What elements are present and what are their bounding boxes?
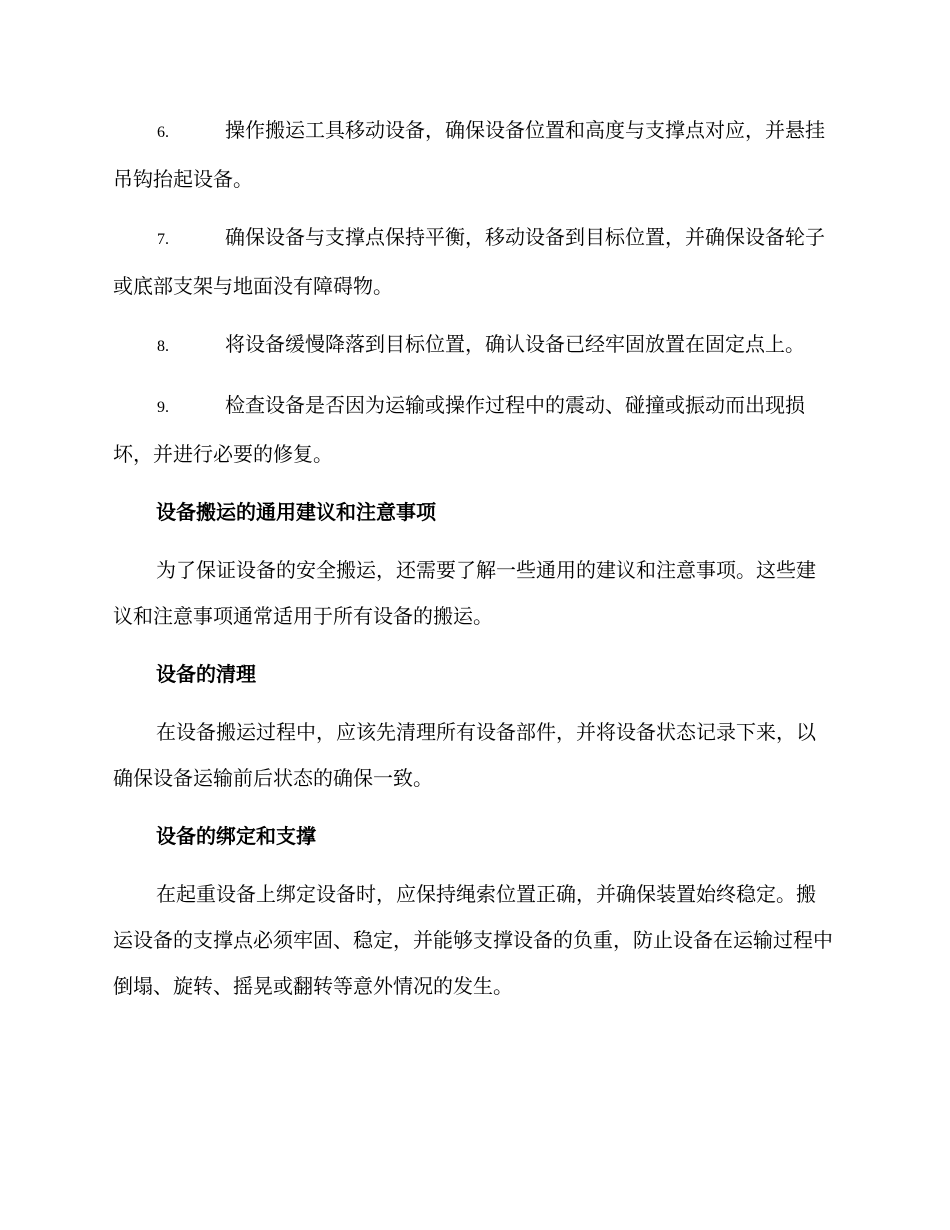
list-item [113,382,833,477]
document-content [113,107,833,1021]
list-item-text: 确保设备与支撑点保持平衡，移动设备到目标位置，并确保设备轮子或底部支架与地面没有障碍物。 [113,225,825,298]
list-item-number: 9. [157,399,169,416]
section-heading: 设备的清理 [156,662,256,686]
list-item-text: 将设备缓慢降落到目标位置，确认设备已经牢固放置在固定点上。 [225,332,805,356]
list-item [113,107,833,202]
section-paragraph: 在设备搬运过程中，应该先清理所有设备部件，并将设备状态记录下来，以确保设备运输前后状态的确保一致。 [113,720,816,790]
section-heading: 设备搬运的通用建议和注意事项 [156,500,436,524]
section-heading: 设备的绑定和支撑 [156,824,316,848]
list-item-number: 8. [157,338,169,355]
section-paragraph: 在起重设备上绑定设备时，应保持绳索位置正确，并确保装置始终稳定。搬运设备的支撑点必须牢固、稳定，并能够支撑设备的负重，防止设备在运输过程中倒塌、旋转、摇晃或翻转等意外情况的发生。 [113,882,833,998]
list-item [113,321,833,370]
section-paragraph: 为了保证设备的安全搬运，还需要了解一些通用的建议和注意事项。这些建议和注意事项通常适用于所有设备的搬运。 [113,558,816,628]
list-item [113,214,833,309]
list-item-number: 6. [157,124,169,141]
list-item-number: 7. [157,231,169,248]
list-item-text: 操作搬运工具移动设备，确保设备位置和高度与支撑点对应，并悬挂吊钩抬起设备。 [113,118,825,191]
list-item-text: 检查设备是否因为运输或操作过程中的震动、碰撞或振动而出现损坏，并进行必要的修复。 [113,393,805,466]
